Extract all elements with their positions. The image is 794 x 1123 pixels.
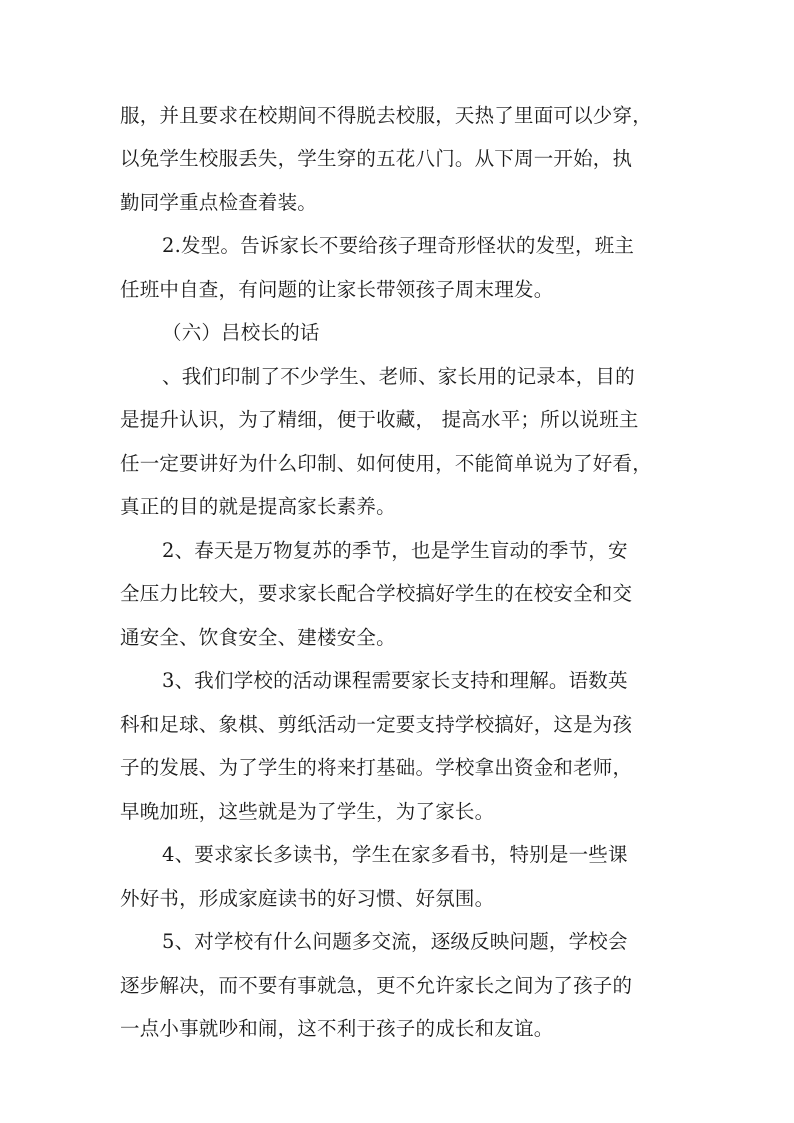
text-line: 一点小事就吵和闹，这不利于孩子的成长和友谊。 — [120, 1017, 554, 1040]
text-line: 2、春天是万物复苏的季节，也是学生盲动的季节，安 — [162, 539, 628, 562]
text-line: 5、对学校有什么问题多交流，逐级反映问题，学校会 — [162, 930, 628, 953]
text-line: 是提升认识，为了精细，便于收藏， 提高水平；所以说班主 — [120, 408, 639, 431]
text-line: 、我们印制了不少学生、老师、家长用的记录本，目的 — [162, 365, 635, 388]
text-line: 逐步解决，而不要有事就急，更不允许家长之间为了孩子的 — [120, 974, 633, 997]
text-line: 4、要求家长多读书，学生在家多看书，特别是一些课 — [162, 843, 628, 866]
text-line: 任一定要讲好为什么印制、如何使用，不能简单说为了好看， — [120, 452, 652, 475]
text-line: 真正的目的就是提高家长素养。 — [120, 495, 396, 518]
section-heading: （六）吕校长的话 — [162, 321, 320, 344]
text-line: 2.发型。告诉家长不要给孩子理奇形怪状的发型，班主 — [162, 234, 635, 257]
text-line: 通安全、饮食安全、建楼安全。 — [120, 626, 396, 649]
text-line: 科和足球、象棋、剪纸活动一定要支持学校搞好，这是为孩 — [120, 713, 633, 736]
text-line: 全压力比较大，要求家长配合学校搞好学生的在校安全和交 — [120, 582, 633, 605]
text-line: 外好书，形成家庭读书的好习惯、好氛围。 — [120, 887, 495, 910]
text-line: 早晚加班，这些就是为了学生，为了家长。 — [120, 800, 495, 823]
text-line: 勤同学重点检查着装。 — [120, 191, 318, 214]
text-line: 子的发展、为了学生的将来打基础。学校拿出资金和老师， — [120, 756, 633, 779]
text-line: 3、我们学校的活动课程需要家长支持和理解。语数英 — [162, 669, 628, 692]
text-line: 服，并且要求在校期间不得脱去校服，天热了里面可以少穿， — [120, 104, 652, 127]
text-line: 以免学生校服丢失，学生穿的五花八门。从下周一开始，执 — [120, 147, 633, 170]
text-line: 任班中自查，有问题的让家长带领孩子周末理发。 — [120, 278, 554, 301]
